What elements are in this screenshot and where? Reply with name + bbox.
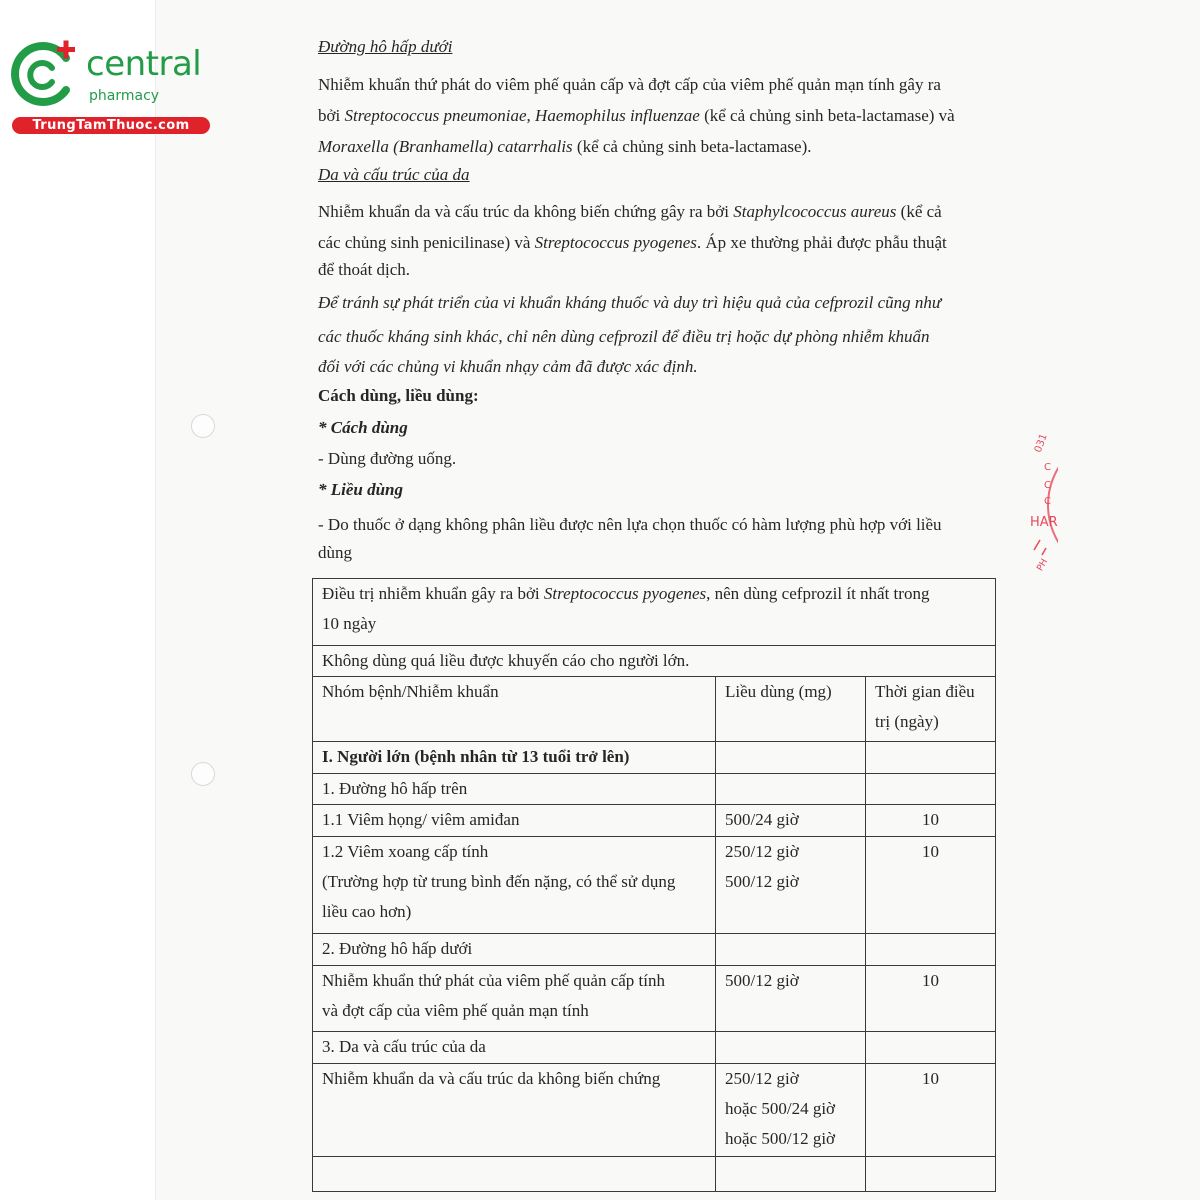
table-row — [313, 579, 996, 646]
dose-value: 250/12 giờ — [725, 842, 799, 861]
dose-text-line: - Do thuốc ở dạng không phân liều được nên lựa chọn thuốc có hàm lượng phù hợp với liều — [318, 515, 942, 534]
empty-cell — [866, 1032, 996, 1064]
table-row — [313, 774, 996, 805]
condition-note: (Trường hợp từ trung bình đến nặng, có thể sử dụng — [322, 872, 676, 891]
header-duration: trị (ngày) — [875, 712, 939, 731]
dose-text-line: dùng — [318, 543, 352, 562]
text-segment: (kể cả — [896, 202, 942, 221]
table-note-line — [322, 579, 989, 609]
group-lower-respiratory: 2. Đường hô hấp dưới — [322, 939, 473, 958]
condition-name: 1.2 Viêm xoang cấp tính — [322, 842, 489, 861]
condition-cell — [313, 805, 716, 837]
text-segment: . Áp xe thường phải được phẫu thuật — [696, 233, 947, 252]
header-duration: Thời gian điều — [875, 682, 975, 701]
paragraph-line: Nhiễm khuẩn thứ phát do viêm phế quản cấp và đợt cấp của viêm phế quản mạn tính gây ra — [318, 75, 941, 94]
paragraph-line — [318, 105, 955, 127]
dose-value: 250/12 giờ — [725, 1069, 799, 1088]
red-stamp — [1020, 420, 1058, 590]
punch-hole — [191, 762, 215, 786]
table-row — [313, 934, 996, 966]
organism-name: Staphylcococcus aureus — [733, 202, 897, 221]
text-segment: (kể cả chủng sinh beta-lactamase) và — [699, 106, 955, 125]
group-cell — [313, 774, 716, 805]
stamp-text: C — [1044, 462, 1051, 473]
days-value: 10 — [922, 1069, 939, 1088]
text-segment: , nên dùng cefprozil ít nhất trong — [706, 584, 930, 603]
stamp-text: 031 — [1032, 432, 1050, 455]
dose-value: 500/24 giờ — [725, 810, 799, 829]
table-row — [313, 742, 996, 774]
dose-value: 500/12 giờ — [725, 971, 799, 990]
group-adults: I. Người lớn (bệnh nhân từ 13 tuổi trở lên) — [322, 747, 630, 766]
table-note-cell — [313, 646, 996, 677]
logo-tagline: pharmacy — [89, 88, 160, 104]
resistance-note-line: các thuốc kháng sinh khác, chỉ nên dùng cefprozil để điều trị hoặc dự phòng nhiễm khuẩn — [318, 327, 930, 346]
condition-cell — [313, 1064, 716, 1157]
logo-website-badge: TrungTamThuoc.com — [12, 117, 210, 134]
method-text: - Dùng đường uống. — [318, 449, 457, 468]
condition-cell — [313, 837, 716, 934]
table-row — [313, 646, 996, 677]
table-row — [313, 1032, 996, 1064]
punch-hole — [191, 414, 215, 438]
table-row — [313, 966, 996, 1032]
method-heading: * Cách dùng — [318, 418, 408, 437]
days-value: 10 — [922, 971, 939, 990]
dose-cell — [716, 1064, 866, 1157]
days-cell — [866, 966, 996, 1032]
stamp-text: HAR — [1030, 515, 1058, 530]
condition-name: Nhiễm khuẩn da và cấu trúc da không biến chứng — [322, 1069, 661, 1088]
group-skin: 3. Da và cấu trúc của da — [322, 1037, 486, 1056]
condition-name: 1.1 Viêm họng/ viêm amiđan — [322, 810, 520, 829]
text-segment: các chủng sinh penicilinase) và — [318, 233, 535, 252]
paragraph-line — [318, 232, 947, 254]
table-header-row — [313, 677, 996, 742]
days-cell — [866, 1064, 996, 1157]
paragraph-line — [318, 201, 942, 223]
text-segment: Nhiễm khuẩn da và cấu trúc da không biến chứng gây ra bởi — [318, 202, 734, 221]
days-cell — [866, 837, 996, 934]
dose-value: 500/12 giờ — [725, 872, 799, 891]
empty-cell — [866, 934, 996, 966]
table-note-line: Không dùng quá liều được khuyến cáo cho người lớn. — [322, 651, 690, 670]
header-cell — [313, 677, 716, 742]
condition-name: và đợt cấp của viêm phế quản mạn tính — [322, 1001, 589, 1020]
empty-cell — [866, 774, 996, 805]
empty-cell — [866, 742, 996, 774]
paragraph-line: để thoát dịch. — [318, 260, 411, 279]
header-cell — [716, 677, 866, 742]
empty-cell — [716, 742, 866, 774]
organism-name: Haemophilus influenzae — [535, 106, 700, 125]
text-segment: Điều trị nhiễm khuẩn gây ra bởi — [322, 584, 544, 603]
organism-name: Streptococcus pyogenes — [543, 584, 707, 603]
dose-heading: * Liều dùng — [318, 480, 404, 499]
organism-name: Streptococcus pyogenes — [534, 233, 697, 252]
stamp-text: C — [1044, 480, 1051, 491]
resistance-note-line: đối với các chủng vi khuẩn nhạy cảm đã được xác định. — [318, 357, 698, 376]
dose-cell — [716, 837, 866, 934]
group-cell — [313, 1032, 716, 1064]
usage-heading: Cách dùng, liều dùng: — [318, 386, 479, 405]
table-row — [313, 1157, 996, 1192]
condition-note: liều cao hơn) — [322, 902, 412, 921]
stamp-text: C — [1044, 496, 1051, 507]
text-segment: , — [526, 106, 536, 125]
table-note-line: 10 ngày — [322, 614, 377, 633]
days-value: 10 — [922, 842, 939, 861]
organism-name: Moraxella (Branhamella) catarrhalis — [318, 137, 573, 156]
header-dose: Liều dùng (mg) — [725, 682, 832, 701]
header-cell — [866, 677, 996, 742]
group-cell — [313, 742, 716, 774]
logo-name: central — [86, 44, 202, 84]
condition-name: Nhiễm khuẩn thứ phát của viêm phế quản cấp tính — [322, 971, 665, 990]
section-heading-lower-respiratory: Đường hô hấp dưới — [318, 37, 453, 56]
table-note-cell — [313, 579, 996, 646]
resistance-note-line: Để tránh sự phát triển của vi khuẩn kháng thuốc và duy trì hiệu quả của cefprozil cũng như — [318, 293, 942, 312]
text-segment: (kể cả chủng sinh beta-lactamase). — [572, 137, 812, 156]
section-heading-skin: Da và cấu trúc của da — [318, 165, 470, 184]
text-segment: bởi — [318, 106, 345, 125]
empty-cell — [866, 1157, 996, 1192]
table-row — [313, 805, 996, 837]
dose-cell — [716, 805, 866, 837]
condition-cell — [313, 966, 716, 1032]
empty-cell — [716, 934, 866, 966]
empty-cell — [716, 1157, 866, 1192]
table-row — [313, 1064, 996, 1157]
table-row — [313, 837, 996, 934]
empty-cell — [716, 774, 866, 805]
group-cell — [313, 934, 716, 966]
dosage-table — [312, 578, 996, 1192]
empty-cell — [313, 1157, 716, 1192]
pharmacy-logo — [0, 0, 215, 140]
stamp-text: PH — [1035, 557, 1051, 573]
dose-value: hoặc 500/12 giờ — [725, 1129, 836, 1148]
dose-cell — [716, 966, 866, 1032]
dose-value: hoặc 500/24 giờ — [725, 1099, 836, 1118]
organism-name: Streptococcus pneumoniae — [344, 106, 527, 125]
empty-cell — [716, 1032, 866, 1064]
paragraph-line — [318, 136, 812, 158]
days-value: 10 — [922, 810, 939, 829]
group-upper-respiratory: 1. Đường hô hấp trên — [322, 779, 468, 798]
days-cell — [866, 805, 996, 837]
header-group: Nhóm bệnh/Nhiễm khuẩn — [322, 682, 499, 701]
